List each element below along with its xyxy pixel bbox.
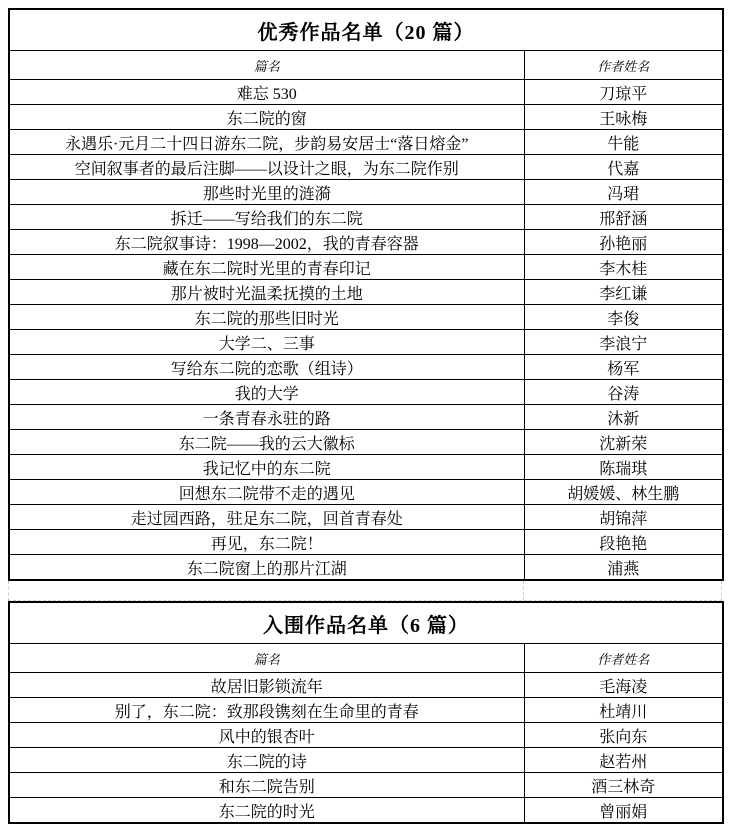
author-name-cell: 沐新: [524, 405, 723, 430]
gap-column-gridline: [523, 581, 524, 600]
table-row: [9, 773, 723, 798]
table-title-row: [9, 9, 723, 51]
work-title-cell: 东二院叙事诗：1998—2002，我的青春容器: [9, 230, 524, 255]
work-title-cell: 空间叙事者的最后注脚——以设计之眼，为东二院作别: [9, 155, 524, 180]
table-row: [9, 180, 723, 205]
work-title-cell: 东二院——我的云大徽标: [9, 430, 524, 455]
table-row: [9, 255, 723, 280]
table-row: [9, 723, 723, 748]
table-row: [9, 430, 723, 455]
work-title-cell: 难忘 530: [9, 80, 524, 105]
work-title-cell: 一条青春永驻的路: [9, 405, 524, 430]
author-name-cell: 刀琼平: [524, 80, 723, 105]
work-title-cell: 东二院的那些旧时光: [9, 305, 524, 330]
excellent-works-rows: [9, 80, 723, 581]
table-row: [9, 305, 723, 330]
author-name-cell: 段艳艳: [524, 530, 723, 555]
table-row: [9, 405, 723, 430]
work-title-cell: 东二院窗上的那片江湖: [9, 555, 524, 581]
work-title-cell: 那些时光里的涟漪: [9, 180, 524, 205]
author-name-cell: 王咏梅: [524, 105, 723, 130]
author-name-cell: 李浪宁: [524, 330, 723, 355]
table-row: [9, 380, 723, 405]
column-header-work-title: 篇名: [9, 644, 524, 673]
author-name-cell: 邢舒涵: [524, 205, 723, 230]
table-row: [9, 355, 723, 380]
table-row: [9, 530, 723, 555]
excellent-works-table: [8, 8, 724, 581]
author-name-cell: 毛海凌: [524, 673, 723, 698]
work-title-cell: 别了，东二院：致那段镌刻在生命里的青春: [9, 698, 524, 723]
author-name-cell: 代嘉: [524, 155, 723, 180]
author-name-cell: 谷涛: [524, 380, 723, 405]
work-title-cell: 再见，东二院！: [9, 530, 524, 555]
table-gap-gridlines: [8, 581, 722, 601]
work-title-cell: 回想东二院带不走的遇见: [9, 480, 524, 505]
work-title-cell: 东二院的窗: [9, 105, 524, 130]
table-title: 入围作品名单（6 篇）: [9, 602, 723, 644]
author-name-cell: 酒三林奇: [524, 773, 723, 798]
column-header-row: [9, 644, 723, 673]
work-title-cell: 大学二、三事: [9, 330, 524, 355]
work-title-cell: 故居旧影锁流年: [9, 673, 524, 698]
table-row: [9, 330, 723, 355]
work-title-cell: 东二院的诗: [9, 748, 524, 773]
column-header-author-name: 作者姓名: [524, 644, 723, 673]
table-row: [9, 798, 723, 824]
work-title-cell: 永遇乐·元月二十四日游东二院，步韵易安居士“落日熔金”: [9, 130, 524, 155]
table-row: [9, 230, 723, 255]
work-title-cell: 东二院的时光: [9, 798, 524, 824]
table-row: [9, 480, 723, 505]
work-title-cell: 风中的银杏叶: [9, 723, 524, 748]
work-title-cell: 走过园西路，驻足东二院，回首青春处: [9, 505, 524, 530]
author-name-cell: 孙艳丽: [524, 230, 723, 255]
table-row: [9, 505, 723, 530]
column-header-row: [9, 51, 723, 80]
author-name-cell: 李红谦: [524, 280, 723, 305]
author-name-cell: 浦燕: [524, 555, 723, 581]
table-row: [9, 105, 723, 130]
table-row: [9, 130, 723, 155]
table-title: 优秀作品名单（20 篇）: [9, 9, 723, 51]
column-header-work-title: 篇名: [9, 51, 524, 80]
table-row: [9, 748, 723, 773]
table-row: [9, 205, 723, 230]
author-name-cell: 李俊: [524, 305, 723, 330]
author-name-cell: 曾丽娟: [524, 798, 723, 824]
author-name-cell: 杨军: [524, 355, 723, 380]
work-title-cell: 和东二院告别: [9, 773, 524, 798]
author-name-cell: 胡锦萍: [524, 505, 723, 530]
shortlisted-works-table: [8, 601, 724, 824]
column-header-author-name: 作者姓名: [524, 51, 723, 80]
author-name-cell: 杜靖川: [524, 698, 723, 723]
work-title-cell: 拆迁——写给我们的东二院: [9, 205, 524, 230]
table-row: [9, 155, 723, 180]
table-row: [9, 280, 723, 305]
author-name-cell: 沈新荣: [524, 430, 723, 455]
work-title-cell: 我的大学: [9, 380, 524, 405]
work-title-cell: 写给东二院的恋歌（组诗）: [9, 355, 524, 380]
table-row: [9, 80, 723, 105]
author-name-cell: 牛能: [524, 130, 723, 155]
work-title-cell: 藏在东二院时光里的青春印记: [9, 255, 524, 280]
table-title-row: [9, 602, 723, 644]
work-title-cell: 那片被时光温柔抚摸的土地: [9, 280, 524, 305]
table-row: [9, 673, 723, 698]
author-name-cell: 陈瑞琪: [524, 455, 723, 480]
author-name-cell: 冯珺: [524, 180, 723, 205]
work-title-cell: 我记忆中的东二院: [9, 455, 524, 480]
shortlisted-works-rows: [9, 673, 723, 824]
author-name-cell: 李木桂: [524, 255, 723, 280]
author-name-cell: 赵若州: [524, 748, 723, 773]
table-row: [9, 555, 723, 581]
table-row: [9, 455, 723, 480]
table-row: [9, 698, 723, 723]
author-name-cell: 胡媛媛、林生鹏: [524, 480, 723, 505]
author-name-cell: 张向东: [524, 723, 723, 748]
